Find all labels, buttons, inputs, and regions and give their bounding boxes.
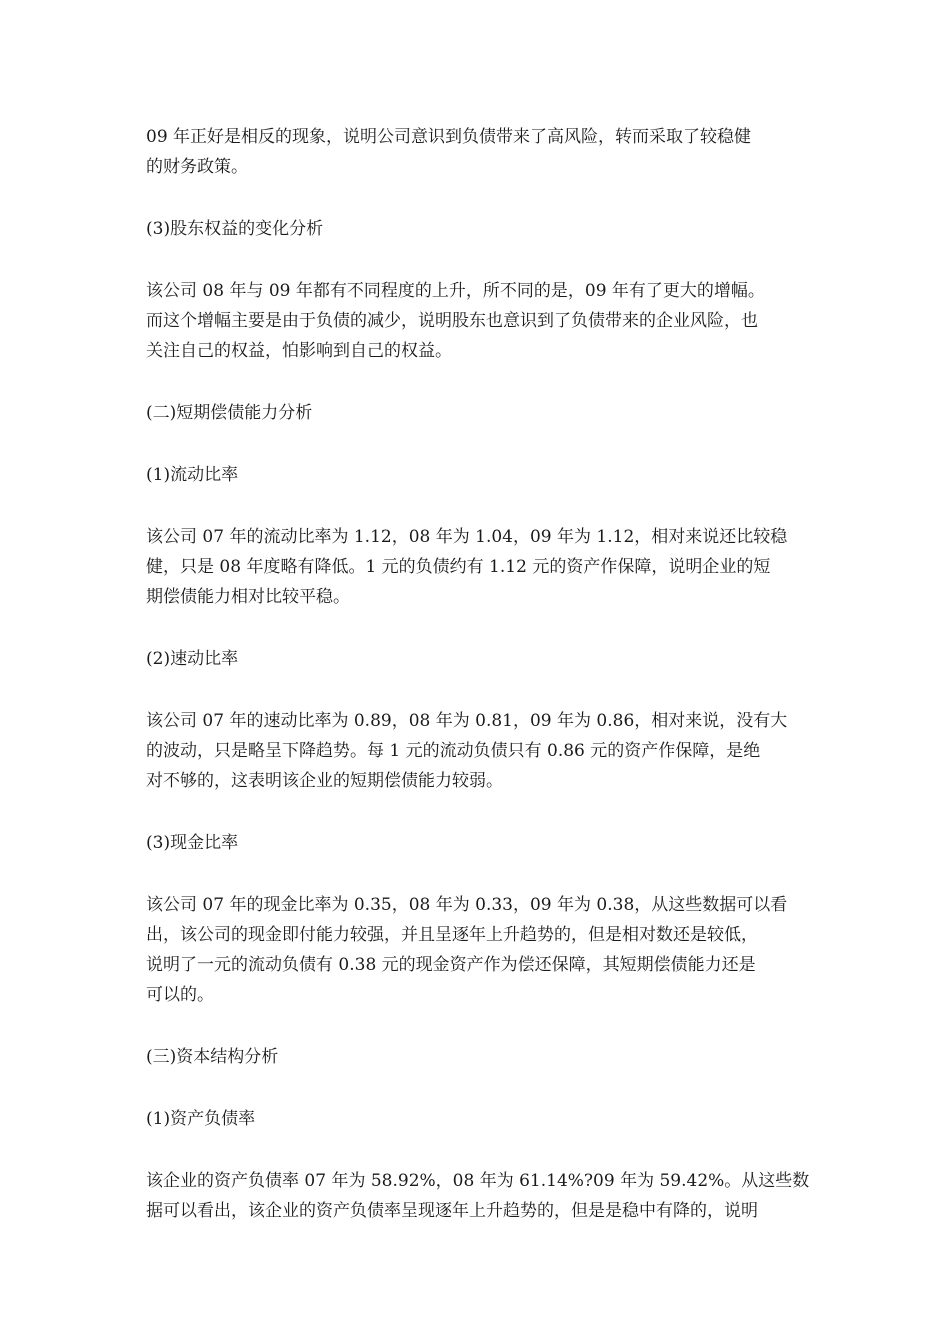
text-line: 该公司 07 年的流动比率为 1.12，08 年为 1.04，09 年为 1.12，相对来说还比较稳 xyxy=(146,527,788,547)
text-line: 该公司 07 年的速动比率为 0.89，08 年为 0.81，09 年为 0.86，相对来说，没有大 xyxy=(146,711,788,731)
text-line: 期偿债能力相对比较平稳。 xyxy=(146,587,350,607)
heading-quick-ratio: (2)速动比率 xyxy=(146,649,239,669)
text-line: 的财务政策。 xyxy=(146,157,248,177)
heading-current-ratio: (1)流动比率 xyxy=(146,465,239,485)
text-line: 可以的。 xyxy=(146,985,214,1005)
paragraph-quick-ratio xyxy=(146,706,806,796)
paragraph-debt-policy xyxy=(146,122,806,182)
text-line: 对不够的，这表明该企业的短期偿债能力较弱。 xyxy=(146,771,503,791)
text-line: 健，只是 08 年度略有降低。1 元的负债约有 1.12 元的资产作保障，说明企业的短 xyxy=(146,557,771,577)
paragraph-cash-ratio xyxy=(146,890,806,1010)
text-line: 该企业的资产负债率 07 年为 58.92%，08 年为 61.14%?09 年为 59.42%。从这些数 xyxy=(146,1171,810,1191)
document-page xyxy=(146,122,810,1226)
text-line: 而这个增幅主要是由于负债的减少，说明股东也意识到了负债带来的企业风险，也 xyxy=(146,311,758,331)
text-line: 出，该公司的现金即付能力较强，并且呈逐年上升趋势的，但是相对数还是较低， xyxy=(146,925,758,945)
text-line: 该公司 07 年的现金比率为 0.35，08 年为 0.33，09 年为 0.38，从这些数据可以看 xyxy=(146,895,788,915)
text-line: 的波动，只是略呈下降趋势。每 1 元的流动负债只有 0.86 元的资产作保障，是绝 xyxy=(146,741,761,761)
text-line: 该公司 08 年与 09 年都有不同程度的上升，所不同的是，09 年有了更大的增幅。 xyxy=(146,281,765,301)
text-line: 关注自己的权益，怕影响到自己的权益。 xyxy=(146,341,452,361)
heading-debt-ratio: (1)资产负债率 xyxy=(146,1109,256,1129)
paragraph-debt-ratio xyxy=(146,1166,810,1226)
text-line: 说明了一元的流动负债有 0.38 元的现金资产作为偿还保障，其短期偿债能力还是 xyxy=(146,955,756,975)
heading-capital-structure: (三)资本结构分析 xyxy=(146,1047,279,1067)
text-line: 据可以看出，该企业的资产负债率呈现逐年上升趋势的，但是是稳中有降的，说明 xyxy=(146,1201,758,1221)
heading-equity-change: (3)股东权益的变化分析 xyxy=(146,219,324,239)
paragraph-equity-analysis xyxy=(146,276,806,366)
paragraph-current-ratio xyxy=(146,522,806,612)
heading-cash-ratio: (3)现金比率 xyxy=(146,833,239,853)
heading-short-term-solvency: (二)短期偿债能力分析 xyxy=(146,403,313,423)
text-line: 09 年正好是相反的现象，说明公司意识到负债带来了高风险，转而采取了较稳健 xyxy=(146,127,752,147)
